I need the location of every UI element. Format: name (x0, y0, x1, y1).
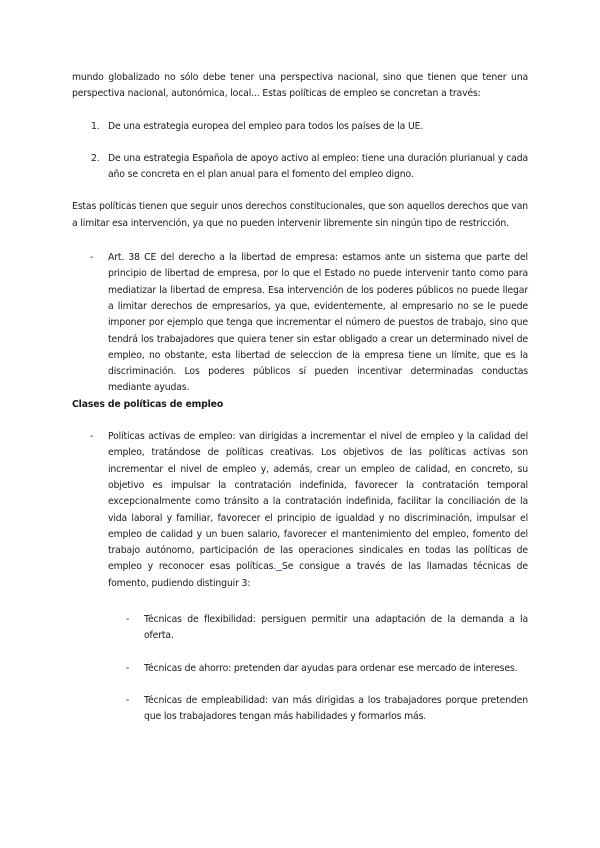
section-heading: Clases de políticas de empleo (72, 398, 224, 410)
list-marker: 2. (91, 152, 100, 164)
list-item (72, 151, 528, 184)
active-policies-text-end: Se consigue a través de las llamadas técnicas de fomento, pudiendo distinguir 3: (108, 561, 528, 589)
list-item (108, 612, 528, 645)
list-marker: - (90, 252, 94, 264)
numbered-list (72, 119, 528, 184)
techniques-list (108, 612, 528, 725)
intro-paragraph: mundo globalizado no sólo debe tener una perspectiva nacional, sino que tienen que tener una perspectiva nacional, autonómica, local... Estas políticas de empleo se concretan a través: (72, 72, 528, 100)
list-item-text: De una estrategia Española de apoyo activo al empleo: tiene una duración plurianual y cada año se concreta en el plan anual para el fomento del empleo digno. (108, 152, 528, 181)
article-list (72, 250, 528, 397)
list-item-text: De una estrategia europea del empleo para todos los países de la UE. (108, 120, 424, 132)
constitutional-rights-paragraph: Estas políticas tienen que seguir unos derechos constitucionales, que son aquellos derechos que van a limitar esa intervención, ya que no pueden intervenir libremente sin ningún tipo de restricción. (72, 201, 528, 229)
list-item-text: Técnicas de flexibilidad: persiguen permitir una adaptación de la demanda a la oferta. (144, 614, 528, 642)
policy-list (72, 429, 528, 725)
list-item (108, 693, 528, 726)
list-item (72, 119, 528, 135)
list-item (72, 429, 528, 725)
list-marker: - (126, 694, 130, 706)
list-item-text: Técnicas de ahorro: pretenden dar ayudas para ordenar ese mercado de intereses. (144, 662, 518, 674)
active-policies-text: Políticas activas de empleo: van dirigidas a incrementar el nivel de empleo y la calidad del empleo, tratándose de políticas creativas. Los objetivos de las políticas activas son incrementar el nivel de empleo y, además, crear un empleo de calidad, en concreto, su objetivo es impulsar la contratación indefinida, favorecer la contratación temporal excepcionalmente como tránsito a la contratación indefinida, facilitar la conciliación de la vida laboral y familiar, favorecer el principio de igualdad y no discriminación, impulsar el empleo de calidad y un buen salario, favorecer el mantenimiento del empleo, fomento del trabajo autónomo, participación de las operaciones sindicales en todas las políticas de empleo y reconocer esas políticas. (108, 431, 528, 573)
list-item-text: Art. 38 CE del derecho a la libertad de empresa: estamos ante un sistema que parte del principio de libertad de empresa, por lo que el Estado no puede intervenir tanto como para mediatizar la libertad de empresa. Esa intervención de los poderes públicos no puede llegar a limitar derechos de empresarios, ya que, evidentemente, al empresario no se le puede imponer por ejemplo que tenga que incrementar el número de puestos de trabajo, sino que tendrá los trabajadores que quiera tener sin estar obligado a crear un determinado nivel de empleo, no obstante, esta libertad de seleccion de la empresa tiene un límite, que es la discriminación. Los poderes públicos sí pueden incentivar determinadas conductas mediante ayudas. (108, 252, 528, 394)
list-marker: - (126, 614, 130, 626)
list-item-text (108, 431, 528, 589)
list-item (72, 250, 528, 397)
list-item (108, 661, 528, 677)
list-marker: - (126, 662, 130, 674)
list-marker: 1. (91, 120, 100, 132)
list-item-text: Técnicas de empleabilidad: van más dirigidas a los trabajadores porque pretenden que los trabajadores tengan más habilidades y formarlos más. (144, 694, 528, 723)
list-marker: - (90, 431, 94, 443)
